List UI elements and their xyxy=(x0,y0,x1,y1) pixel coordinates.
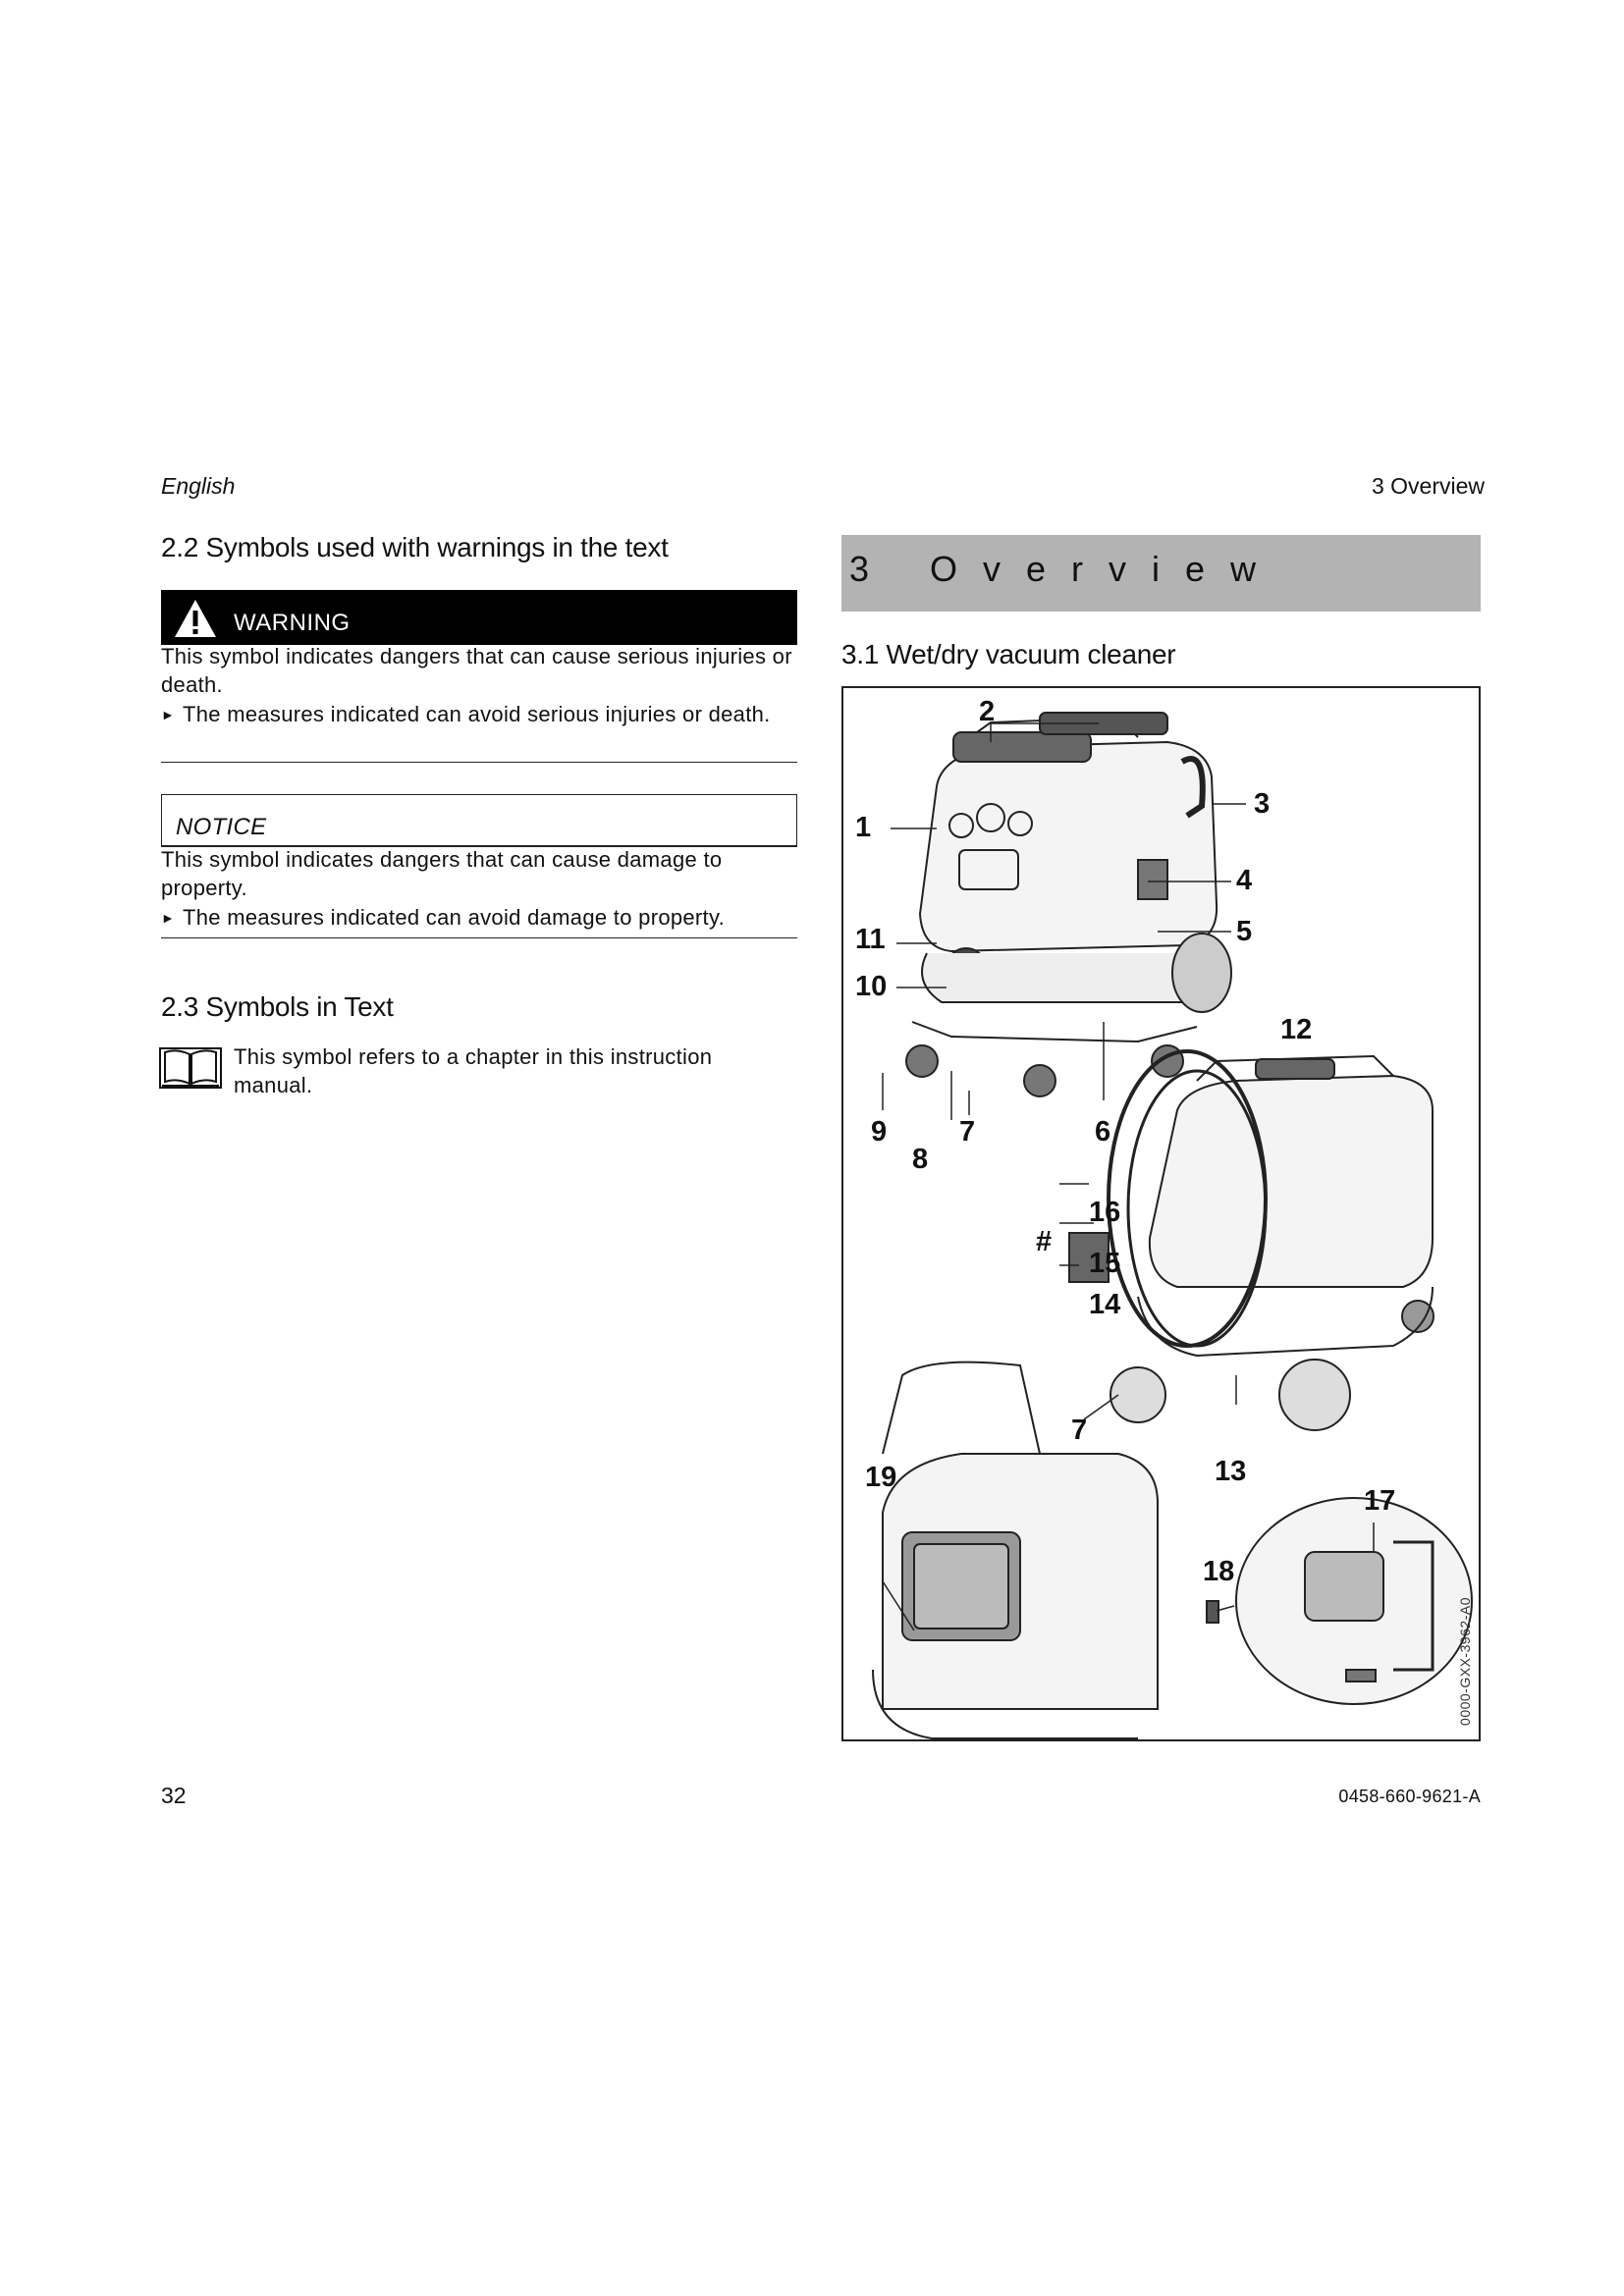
notice-measure-text: The measures indicated can avoid damage to property. xyxy=(183,905,726,930)
callout-19: 19 xyxy=(865,1462,897,1493)
callout-5: 5 xyxy=(1236,916,1253,947)
callout-10: 10 xyxy=(855,971,888,1002)
warning-measure-text: The measures indicated can avoid serious injuries or death. xyxy=(183,702,771,726)
figure-id: 0000-GXX-3962-A0 xyxy=(1457,1597,1473,1726)
callout-7: 7 xyxy=(959,1116,976,1148)
book-symbol-text: This symbol refers to a chapter in this instruction manual. xyxy=(234,1044,713,1097)
callout-14: 14 xyxy=(1089,1289,1121,1320)
callout-2: 2 xyxy=(979,696,996,727)
notice-divider xyxy=(161,937,797,938)
callout-12: 12 xyxy=(1280,1014,1313,1045)
notice-box xyxy=(161,794,797,847)
triangle-bullet-icon: ► xyxy=(161,910,176,926)
warning-divider xyxy=(161,762,797,763)
chapter-title: 3 Overview xyxy=(849,549,1282,589)
callout-7b: 7 xyxy=(1071,1415,1088,1446)
document-number: 0458-660-9621-A xyxy=(1338,1787,1481,1806)
warning-measure xyxy=(161,700,797,729)
notice-measure xyxy=(161,903,809,933)
callout-16: 16 xyxy=(1089,1197,1121,1228)
header-language: English xyxy=(161,473,236,499)
vacuum-cleaner-figure xyxy=(841,686,1481,1741)
callout-15: 15 xyxy=(1089,1248,1121,1279)
callout-11: 11 xyxy=(855,924,886,955)
callout-3: 3 xyxy=(1254,788,1271,820)
callout-9: 9 xyxy=(871,1116,888,1148)
header-chapter: 3 Overview xyxy=(1371,473,1485,499)
notice-text: This symbol indicates dangers that can cause damage to property. xyxy=(161,847,723,900)
callout-hash: # xyxy=(1036,1226,1053,1257)
callout-1: 1 xyxy=(855,812,872,843)
vacuum-illustration xyxy=(843,688,1479,1739)
callout-18: 18 xyxy=(1203,1556,1235,1587)
callout-8: 8 xyxy=(912,1144,929,1175)
warning-bar xyxy=(161,590,797,645)
book-icon xyxy=(159,1046,222,1090)
callout-6: 6 xyxy=(1095,1116,1111,1148)
warning-triangle-icon xyxy=(173,598,218,639)
warning-text: This symbol indicates dangers that can cause serious injuries or death. xyxy=(161,644,792,697)
section-3-1-title: 3.1 Wet/dry vacuum cleaner xyxy=(841,639,1176,669)
triangle-bullet-icon: ► xyxy=(161,707,176,722)
chapter-title-bar xyxy=(841,535,1481,612)
section-2-3-title: 2.3 Symbols in Text xyxy=(161,991,394,1022)
page-number: 32 xyxy=(161,1783,187,1808)
section-2-2-title: 2.2 Symbols used with warnings in the text xyxy=(161,532,669,562)
callout-4: 4 xyxy=(1236,865,1253,896)
callout-13: 13 xyxy=(1215,1456,1247,1487)
notice-label: NOTICE xyxy=(176,814,267,840)
warning-label: WARNING xyxy=(234,610,351,636)
callout-17: 17 xyxy=(1364,1485,1396,1517)
